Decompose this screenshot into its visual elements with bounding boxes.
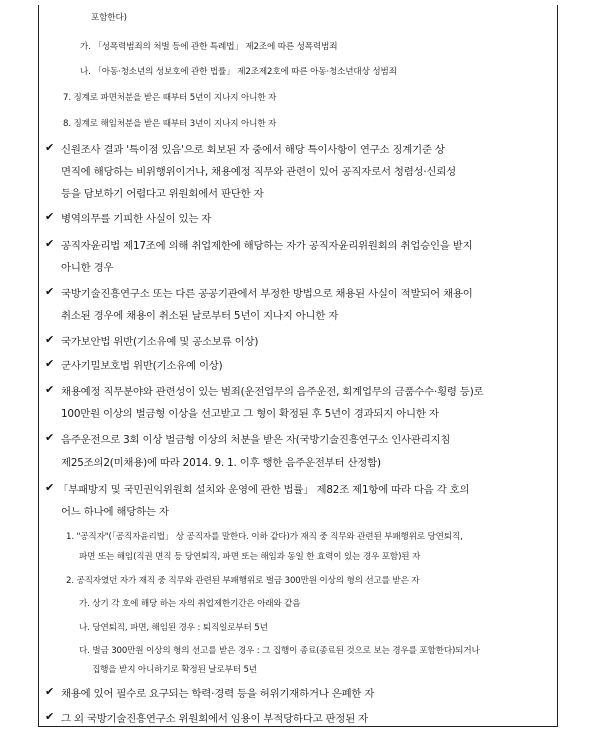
text-line: 취소된 경우에 채용이 취소된 날로부터 5년이 지나지 아니한 자 [61, 310, 339, 322]
check-icon: ✔ [45, 210, 55, 223]
check-icon: ✔ [45, 237, 55, 250]
text-line: 나. 당연퇴직, 파면, 해임된 경우 : 퇴직일로부터 5년 [79, 623, 268, 633]
check-icon: ✔ [45, 285, 55, 298]
text-line: 국가보안법 위반(기소유예 및 공소보류 이상) [61, 336, 259, 348]
text-line: 음주운전으로 3회 이상 벌금형 이상의 처분을 받은 자(국방기술진흥연구소 인사관리지침 [61, 434, 451, 446]
text-line: 다. 벌금 300만원 이상의 형의 선고를 받은 경우 : 그 집행이 종료(종료된 것으로 보는 경우를 포함한다)되거나 [79, 646, 480, 656]
text-line: 가. 「성폭력범죄의 처벌 등에 관한 특례법」 제2조에 따른 성폭력범죄 [80, 42, 338, 52]
text-line: 그 외 국방기술진흥연구소 위원회에서 임용이 부적당하다고 판정된 자 [61, 713, 369, 725]
check-icon: ✔ [45, 333, 55, 346]
text-line: 군사기밀보호법 위반(기소유예 이상) [61, 360, 223, 372]
text-line: 등을 담보하기 어렵다고 위원회에서 판단한 자 [61, 188, 264, 200]
text-line: 100만원 이상의 벌금형 이상을 선고받고 그 형이 확정된 후 5년이 경과되지 아니한 자 [61, 408, 439, 420]
text-line: 가. 상기 각 호에 해당 하는 자의 취업제한기간은 아래와 같음 [79, 599, 301, 609]
text-line: 파면 또는 해임(직권 면직 등 당연퇴직, 파면 또는 해임과 동일 한 효력이 있는 경우 포함)된 자 [79, 552, 421, 562]
check-icon: ✔ [45, 141, 55, 154]
check-icon: ✔ [45, 431, 55, 444]
text-line: 1. "공직자"(「공직자윤리법」 상 공직자를 말한다. 이하 같다)가 재직 중 직무와 관련된 부패행위로 당연퇴직, [66, 532, 463, 542]
text-line: 포함한다) [91, 13, 127, 23]
text-line: 2. 공직자였던 자가 재직 중 직무와 관련된 부패행위로 벌금 300만원 이상의 형의 선고를 받은 자 [66, 576, 420, 586]
text-line: 제25조의2(미채용)에 따라 2014. 9. 1. 이후 행한 음주운전부터 산정함) [61, 457, 381, 469]
text-line: 집행을 받지 아니하기로 확정된 날로부터 5년 [92, 665, 257, 675]
text-line: 어느 하나에 해당하는 자 [61, 506, 169, 518]
check-icon: ✔ [45, 383, 55, 396]
text-line: 신원조사 결과 '특이점 있음'으로 회보된 자 중에서 해당 특이사항이 연구소 징계기준 상 [61, 144, 445, 156]
check-icon: ✔ [45, 710, 55, 723]
text-line: 국방기술진흥연구소 또는 다른 공공기관에서 부정한 방법으로 채용된 사실이 적발되어 채용이 [61, 288, 473, 300]
text-line: 「부패방지 및 국민권익위원회 설치와 운영에 관한 법률」 제82조 제1항에 따라 다음 각 호의 [58, 484, 470, 496]
check-icon: ✔ [45, 357, 55, 370]
text-line: 채용에 있어 필수로 요구되는 학력·경력 등을 허위기재하거나 은폐한 자 [61, 688, 375, 700]
text-line: 나. 「아동·청소년의 성보호에 관한 법률」 제2조제2호에 따른 아동·청소년대상 성범죄 [80, 67, 397, 77]
check-icon: ✔ [45, 481, 55, 494]
check-icon: ✔ [45, 685, 55, 698]
text-line: 7. 징계로 파면처분을 받은 때부터 5년이 지나지 아니한 자 [63, 93, 277, 103]
text-line: 병역의무를 기피한 사실이 있는 자 [61, 213, 212, 225]
text-line: 면직에 해당하는 비위행위이거나, 채용예정 직무와 관련이 있어 공직자로서 청렴성·신뢰성 [61, 166, 457, 178]
text-line: 공직자윤리법 제17조에 의해 취업제한에 해당하는 자가 공직자윤리위원회의 취업승인을 받지 [61, 240, 473, 252]
text-line: 아니한 경우 [61, 262, 114, 274]
text-line: 8. 징계로 해임처분을 받은 때부터 3년이 지나지 아니한 자 [63, 119, 277, 129]
text-line: 채용예정 직무분야와 관련성이 있는 범죄(운전업무의 음주운전, 회계업무의 금품수수·횡령 등)로 [61, 386, 484, 398]
